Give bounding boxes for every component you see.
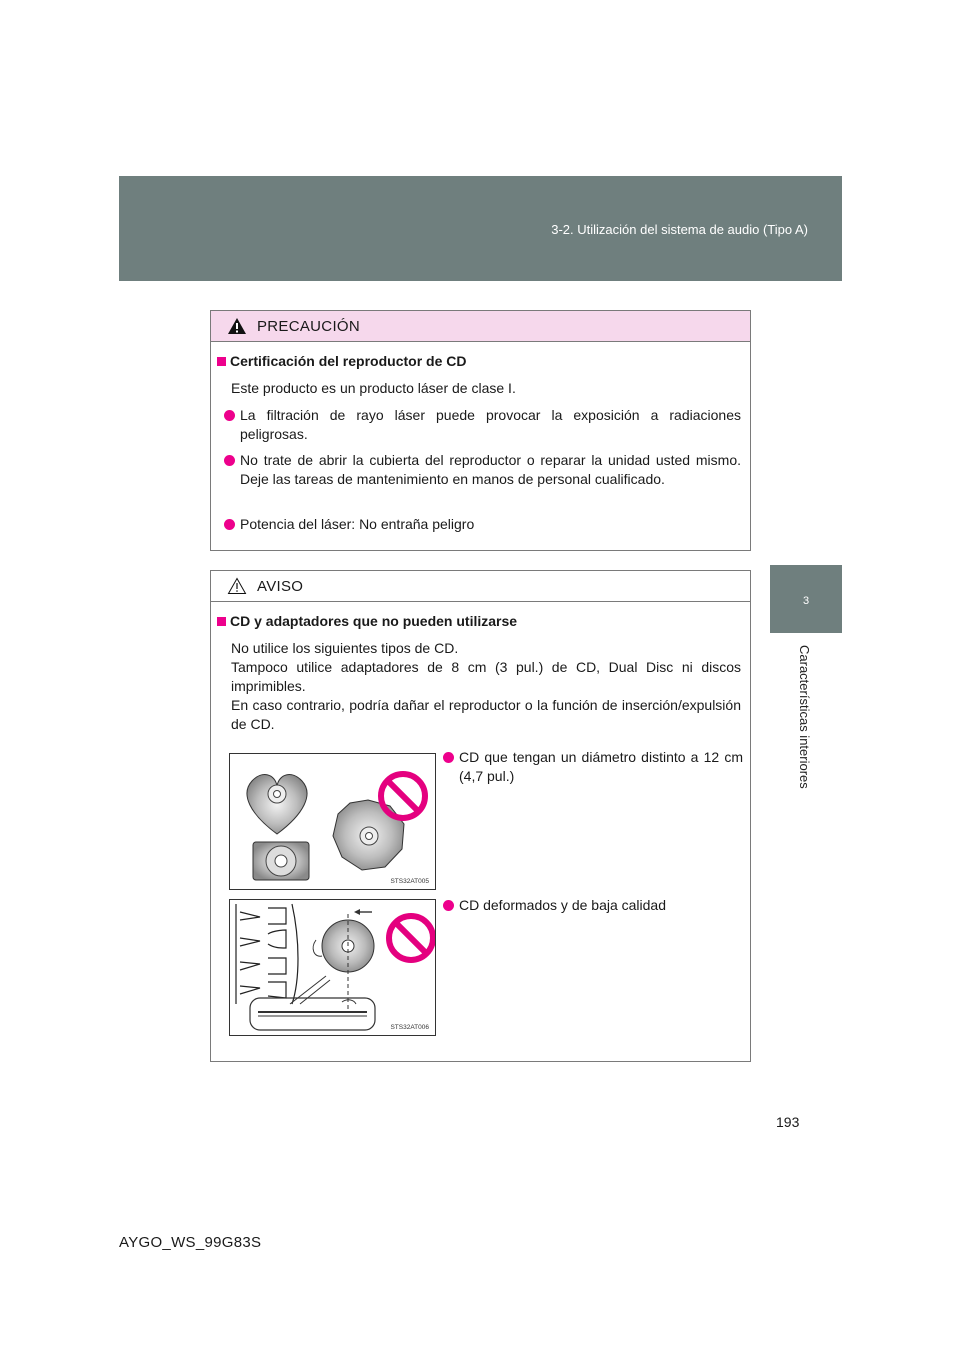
- caution-bullet: [224, 451, 741, 489]
- odd-shaped-discs-illustration: [230, 754, 436, 890]
- bullet-dot-icon: [443, 752, 454, 763]
- bullet-dot-icon: [443, 900, 454, 911]
- notice-paragraph: No utilice los siguientes tipos de CD. Tampoco utilice adaptadores de 8 cm (3 pul.) de CD, Dual Disc ni discos imprimibles. En caso contrario, podría dañar el reproductor o la función de inserción/expulsión de CD.: [231, 640, 741, 732]
- figure-caption: [443, 896, 743, 915]
- page-number: 193: [776, 1114, 800, 1130]
- caution-bullet-text: Potencia del láser: No entraña peligro: [240, 516, 475, 532]
- bullet-dot-icon: [224, 455, 235, 466]
- warning-icon: [227, 317, 247, 335]
- notice-heading: AVISO: [257, 577, 304, 595]
- caution-intro: Este producto es un producto láser de clase I.: [231, 380, 516, 396]
- caution-heading: PRECAUCIÓN: [257, 317, 361, 335]
- caution-section-title: [217, 353, 466, 369]
- caution-header: [211, 311, 750, 342]
- bullet-dot-icon: [224, 410, 235, 421]
- section-title: 3-2. Utilización del sistema de audio (Tipo A): [551, 222, 808, 237]
- document-code: AYGO_WS_99G83S: [119, 1234, 262, 1251]
- chapter-label-text: Características interiores: [797, 645, 812, 789]
- square-bullet-icon: [217, 357, 226, 366]
- chapter-number: 3: [802, 595, 810, 607]
- caution-section-title-text: Certificación del reproductor de CD: [230, 353, 467, 369]
- deformed-discs-illustration: [230, 900, 436, 1036]
- notice-section-title-text: CD y adaptadores que no pueden utilizarse: [230, 613, 518, 629]
- caution-bullet-text: La filtración de rayo láser puede provocar la exposición a radiaciones peligrosas.: [240, 407, 741, 442]
- figure-caption-text: CD que tengan un diámetro distinto a 12 cm (4,7 pul.): [459, 749, 743, 784]
- caution-bullet: [224, 406, 741, 444]
- warning-outline-icon: [227, 577, 247, 595]
- figure-code: STS32AT006: [390, 1024, 429, 1031]
- notice-section-title: [217, 613, 517, 629]
- figure-caption-text: CD deformados y de baja calidad: [459, 897, 667, 913]
- figure-deformed-discs: [229, 899, 436, 1036]
- square-bullet-icon: [217, 617, 226, 626]
- chapter-tab[interactable]: [770, 565, 842, 633]
- caution-bullet-text: No trate de abrir la cubierta del reproductor o reparar la unidad usted mismo. Deje las tareas de mantenimiento en manos de personal cualificado.: [240, 452, 741, 487]
- caution-box: [210, 310, 751, 551]
- bullet-dot-icon: [224, 519, 235, 530]
- figure-code: STS32AT005: [390, 878, 429, 885]
- caution-bullet: [224, 515, 741, 534]
- notice-box: [210, 570, 751, 1062]
- notice-header: [211, 571, 750, 602]
- figure-odd-shaped-discs: [229, 753, 436, 890]
- header-band: [119, 176, 842, 281]
- chapter-label: [797, 645, 813, 805]
- figure-caption: [443, 748, 743, 786]
